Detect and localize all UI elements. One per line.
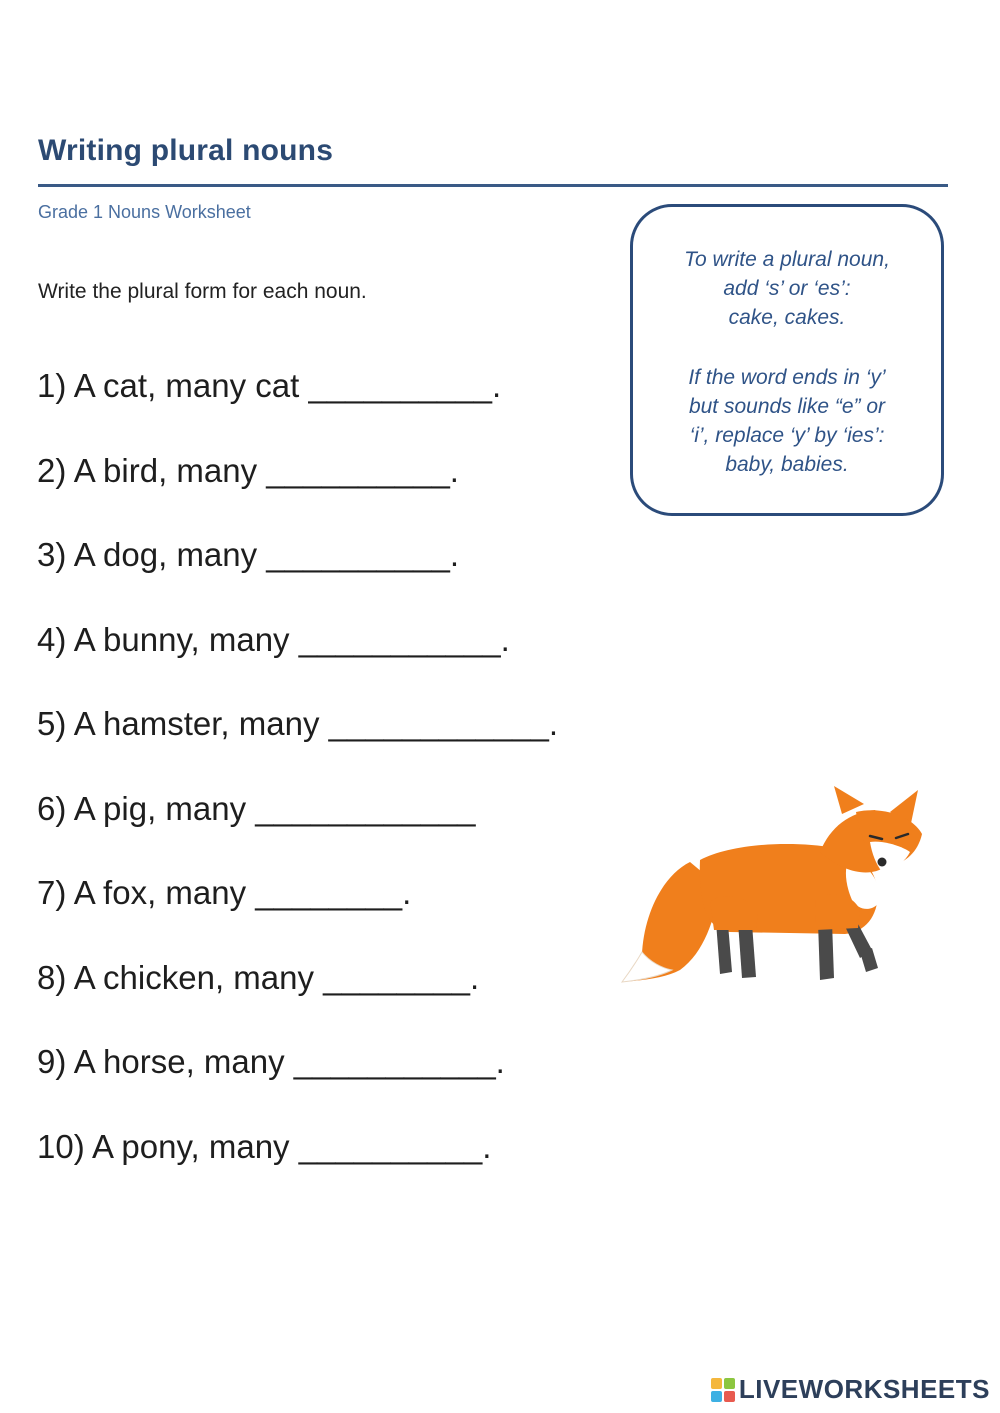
fox-paw-front-2 (860, 948, 878, 972)
plural-rules-box (630, 204, 944, 516)
footer-brand-text: LIVEWORKSHEETS (738, 1374, 990, 1404)
question-1[interactable]: 1) A cat, many cat __________. (37, 367, 502, 404)
liveworksheets-logo-icon (711, 1378, 735, 1402)
fox-ear-left (834, 786, 864, 814)
tip-spacer (633, 332, 941, 363)
tip-line: If the word ends in ‘y’ (688, 366, 886, 389)
tip-line: but sounds like “e” or (688, 395, 886, 418)
question-8[interactable]: 8) A chicken, many ________. (37, 958, 480, 996)
tip-line: add ‘s’ or ‘es’: (723, 277, 851, 300)
question-5[interactable]: 5) A hamster, many ____________. (37, 705, 559, 742)
tip-line: ‘i’, replace ‘y’ by ‘ies’: (689, 424, 885, 447)
worksheet-title: Writing plural nouns (38, 134, 334, 167)
question-4[interactable]: 4) A bunny, many ___________. (37, 620, 510, 658)
tip-line: cake, cakes. (728, 306, 846, 329)
question-7[interactable]: 7) A fox, many ________. (37, 874, 412, 911)
footer-brand[interactable] (711, 1374, 990, 1405)
question-10[interactable]: 10) A pony, many __________. (37, 1127, 492, 1165)
question-3[interactable]: 3) A dog, many __________. (37, 536, 460, 573)
question-list (37, 360, 558, 1205)
question-6[interactable]: 6) A pig, many ____________ (37, 789, 476, 827)
question-9[interactable]: 9) A horse, many ___________. (37, 1043, 505, 1080)
fox-leg-front-1 (818, 922, 834, 980)
fox-nose (878, 858, 887, 867)
fox-icon (620, 782, 930, 992)
question-2[interactable]: 2) A bird, many __________. (37, 451, 459, 489)
worksheet-instruction: Write the plural form for each noun. (38, 280, 367, 303)
worksheet-subtitle: Grade 1 Nouns Worksheet (38, 202, 251, 222)
tip-line: baby, babies. (725, 453, 849, 476)
title-divider (38, 184, 948, 187)
tip-line: To write a plural noun, (684, 248, 890, 271)
